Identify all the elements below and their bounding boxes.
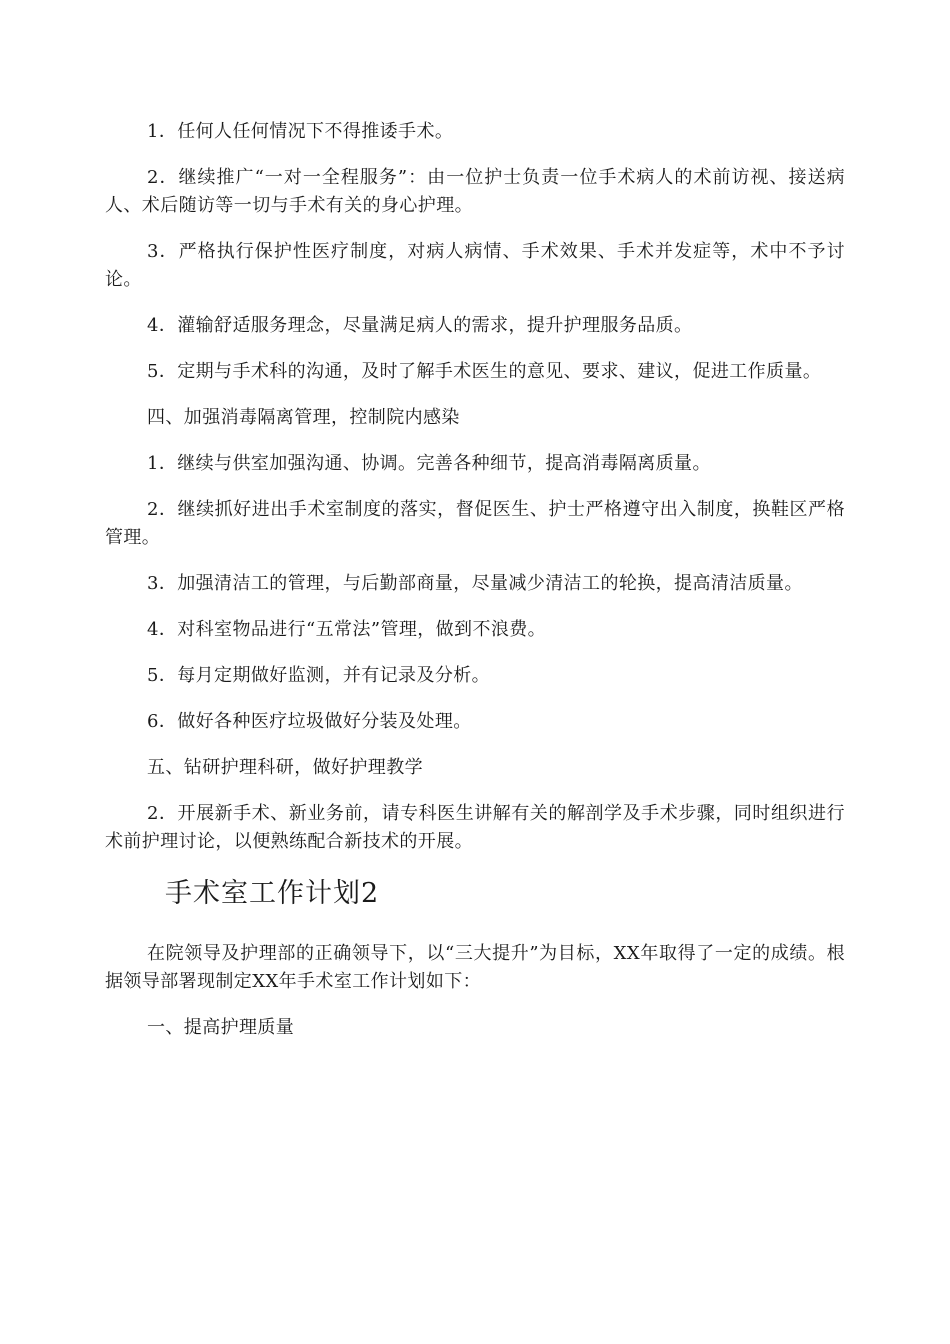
paragraph-item-3: 3．加强清洁工的管理，与后勤部商量，尽量减少清洁工的轮换，提高清洁质量。 — [147, 573, 803, 594]
section-heading-4: 四、加强消毒隔离管理，控制院内感染 — [147, 407, 460, 428]
document-page — [105, 118, 845, 1060]
paragraph-item-4: 4．灌输舒适服务理念，尽量满足病人的需求，提升护理服务品质。 — [147, 315, 693, 336]
paragraph-item-4: 4．对科室物品进行“五常法”管理，做到不浪费。 — [147, 619, 547, 640]
section-heading-1: 一、提高护理质量 — [147, 1017, 295, 1038]
paragraph-item-2: 2．开展新手术、新业务前，请专科医生讲解有关的解剖学及手术步骤，同时组织进行术前护理讨论，以便熟练配合新技术的开展。 — [105, 803, 845, 852]
paragraph-item-6: 6．做好各种医疗垃圾做好分装及处理。 — [147, 711, 472, 732]
document-title: 手术室工作计划2 — [165, 878, 380, 909]
paragraph-item-3: 3．严格执行保护性医疗制度，对病人病情、手术效果、手术并发症等，术中不予讨论。 — [105, 241, 845, 290]
paragraph-item-2: 2．继续推广“一对一全程服务”：由一位护士负责一位手术病人的术前访视、接送病人、术后随访等一切与手术有关的身心护理。 — [105, 167, 845, 216]
intro-paragraph: 在院领导及护理部的正确领导下，以“三大提升”为目标，XX年取得了一定的成绩。根据领导部署现制定XX年手术室工作计划如下： — [105, 943, 845, 992]
section-heading-5: 五、钻研护理科研，做好护理教学 — [147, 757, 423, 778]
paragraph-item-5: 5．每月定期做好监测，并有记录及分析。 — [147, 665, 491, 686]
paragraph-item-5: 5．定期与手术科的沟通，及时了解手术医生的意见、要求、建议，促进工作质量。 — [147, 361, 822, 382]
paragraph-item-1: 1．任何人任何情况下不得推诿手术。 — [147, 121, 454, 142]
paragraph-item-1: 1．继续与供室加强沟通、协调。完善各种细节，提高消毒隔离质量。 — [147, 453, 711, 474]
paragraph-item-2: 2．继续抓好进出手术室制度的落实，督促医生、护士严格遵守出入制度，换鞋区严格管理。 — [105, 499, 845, 548]
